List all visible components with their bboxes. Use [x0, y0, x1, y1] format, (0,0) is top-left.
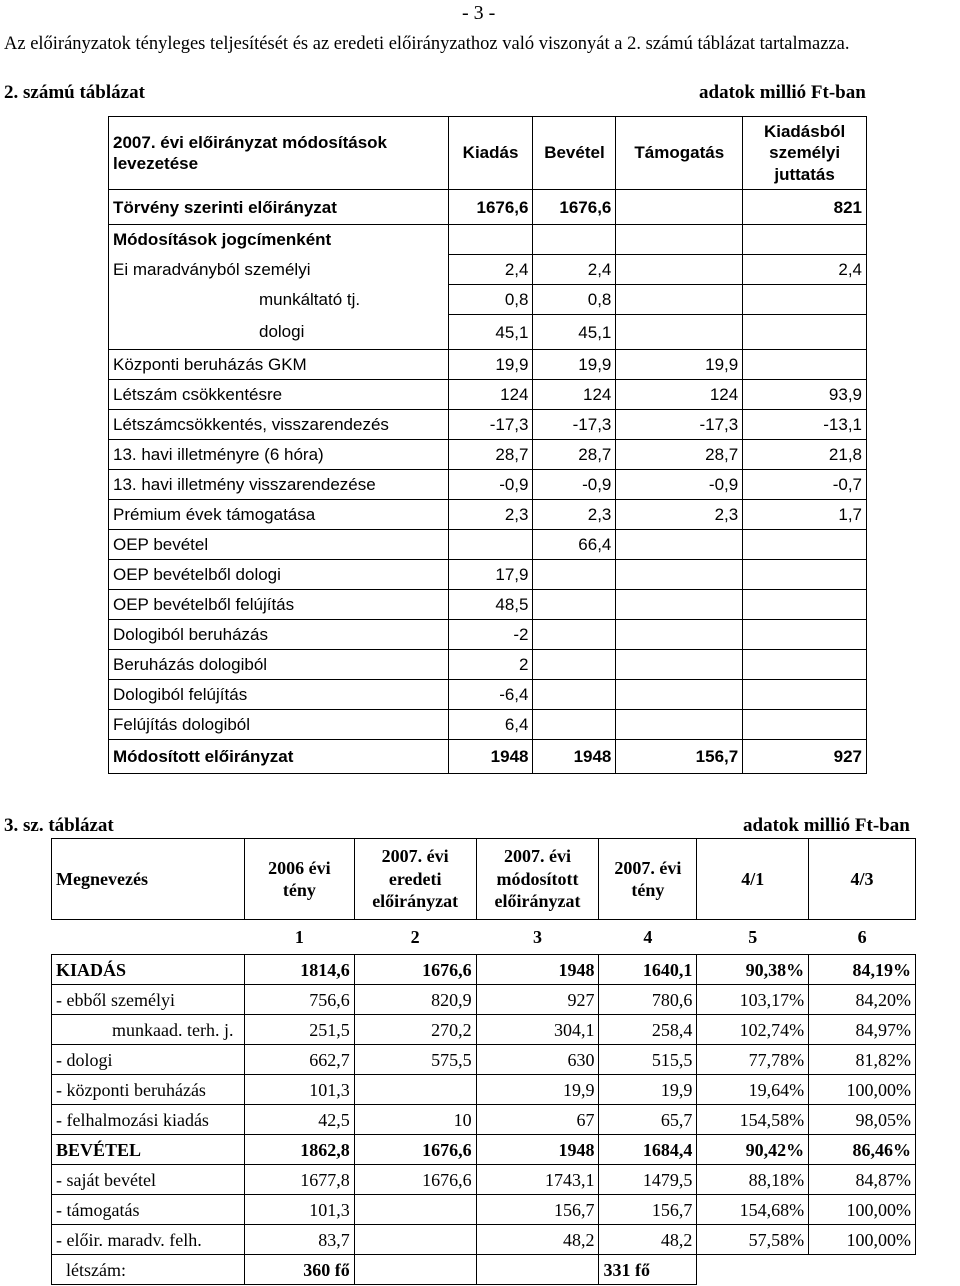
table3-letszam-2007: 331 fő: [599, 1255, 697, 1285]
table2-cell-kiadas: 2,3: [448, 500, 533, 530]
table3-cell: 156,7: [599, 1195, 697, 1225]
table3-cell: 100,00%: [809, 1195, 916, 1225]
table3: [51, 838, 916, 1285]
table3-cell: 1948: [476, 1135, 599, 1165]
table2-cell-szemelyi: -13,1: [743, 410, 867, 440]
table3-header-eredeti-line3: előirányzat: [372, 891, 459, 912]
table3-row-label: KIADÁS: [52, 955, 245, 985]
table2-cell-szemelyi: 1,7: [743, 500, 867, 530]
table3-cell: 19,64%: [697, 1075, 809, 1105]
table3-header-2007teny-line1: 2007. évi: [614, 857, 682, 878]
table3-cell: 270,2: [354, 1015, 476, 1045]
table2-cell-tamogatas: [616, 650, 743, 680]
table3-cell: 515,5: [599, 1045, 697, 1075]
table2-cell-bevetel: -17,3: [533, 410, 616, 440]
table3-header-2006-line1: 2006 évi: [268, 857, 331, 878]
table2-title: 2. számú táblázat: [4, 82, 145, 103]
table2-cell-szemelyi: [743, 530, 867, 560]
table3-letszam-empty: [354, 1255, 476, 1285]
table2-cell-kiadas: -0,9: [448, 470, 533, 500]
table2-cell-kiadas: -2: [448, 620, 533, 650]
table2-cell-szemelyi: 93,9: [743, 380, 867, 410]
table2-cell-szemelyi: [743, 620, 867, 650]
table3-cell: 48,2: [476, 1225, 599, 1255]
table3-row: [52, 1165, 916, 1195]
table2-cell-kiadas: [448, 225, 533, 255]
table3-column-number: 3: [476, 920, 599, 955]
table2-cell-kiadas: [448, 530, 533, 560]
table2-row: [109, 740, 867, 774]
table2-header-szemelyi-line1: Kiadásból: [763, 122, 846, 142]
table2-header-levezetes-line2: levezetése: [113, 154, 199, 173]
table3-cell: 65,7: [599, 1105, 697, 1135]
table2-row-label: munkáltató tj.: [109, 285, 449, 315]
table2-header-row: [109, 117, 867, 190]
table2-cell-bevetel: 1948: [533, 740, 616, 774]
table3-cell: 98,05%: [809, 1105, 916, 1135]
table3-row: [52, 955, 916, 985]
table3-cell: 100,00%: [809, 1075, 916, 1105]
table2-cell-kiadas: 1948: [448, 740, 533, 774]
table2-header-levezetes: [109, 117, 449, 190]
table2-row-label: Felújítás dologiból: [109, 710, 449, 740]
table3-row: [52, 1195, 916, 1225]
table3-cell: 19,9: [476, 1075, 599, 1105]
table2-cell-szemelyi: [743, 315, 867, 350]
table3-cell: [354, 1195, 476, 1225]
table3-cell: 10: [354, 1105, 476, 1135]
table3-cell: 1676,6: [354, 1165, 476, 1195]
table3-row: [52, 1045, 916, 1075]
table3-letszam-row: [52, 1255, 916, 1285]
table2-cell-bevetel: -0,9: [533, 470, 616, 500]
table3-cell: 1676,6: [354, 1135, 476, 1165]
table3-cell: 1676,6: [354, 955, 476, 985]
table2-row-label: Módosított előirányzat: [109, 740, 449, 774]
table2-header-tamogatas: Támogatás: [616, 117, 743, 190]
table2-row-label: dologi: [109, 315, 449, 350]
table2-cell-szemelyi: [743, 680, 867, 710]
table2-cell-szemelyi: [743, 650, 867, 680]
table3-cell: 156,7: [476, 1195, 599, 1225]
table2-cell-bevetel: [533, 680, 616, 710]
table3-header-modositott-line1: 2007. évi: [504, 846, 572, 867]
table3-cell: 42,5: [244, 1105, 354, 1135]
table2-unit: adatok millió Ft-ban: [699, 82, 866, 103]
table3-cell: 77,78%: [697, 1045, 809, 1075]
table3-cell: 19,9: [599, 1075, 697, 1105]
table3-cell: 780,6: [599, 985, 697, 1015]
table2-header-szemelyi-line2: személyi: [769, 143, 841, 163]
table2-row: [109, 680, 867, 710]
table2-cell-kiadas: 28,7: [448, 440, 533, 470]
table3-cell: 756,6: [244, 985, 354, 1015]
table2-row-label: 13. havi illetményre (6 hóra): [109, 440, 449, 470]
table2-cell-szemelyi: 821: [743, 190, 867, 225]
table3-body: [52, 920, 916, 1285]
table2-cell-bevetel: 45,1: [533, 315, 616, 350]
table3-row: [52, 1015, 916, 1045]
table2-cell-tamogatas: [616, 315, 743, 350]
table2-row-label: Ei maradványból személyi: [109, 255, 449, 285]
page-number: - 3 -: [462, 2, 496, 24]
table2-cell-bevetel: 66,4: [533, 530, 616, 560]
table2-row-label: Központi beruházás GKM: [109, 350, 449, 380]
table2-cell-tamogatas: [616, 190, 743, 225]
table3-column-number: 4: [599, 920, 697, 955]
table2-row: [109, 530, 867, 560]
table2-cell-bevetel: 1676,6: [533, 190, 616, 225]
table3-cell: 84,20%: [809, 985, 916, 1015]
table3-header-eredeti-line1: 2007. évi: [381, 846, 449, 867]
table2-cell-kiadas: -17,3: [448, 410, 533, 440]
table2-row-label: Prémium évek támogatása: [109, 500, 449, 530]
table2-header-kiadas: Kiadás: [448, 117, 533, 190]
table3-cell: 101,3: [244, 1195, 354, 1225]
table2-row: [109, 650, 867, 680]
table3-cell: [354, 1225, 476, 1255]
table2-cell-kiadas: 124: [448, 380, 533, 410]
table2-cell-tamogatas: [616, 285, 743, 315]
table3-row-label: - ebből személyi: [52, 985, 245, 1015]
table3-row: [52, 1135, 916, 1165]
table2-cell-kiadas: 45,1: [448, 315, 533, 350]
table2-row-label: Törvény szerinti előirányzat: [109, 190, 449, 225]
intro-text: Az előirányzatok tényleges teljesítését és az eredeti előirányzathoz való viszonyát a 2. számú táblázat tartalmazza.: [4, 34, 850, 54]
table3-letszam-blank: [697, 1255, 809, 1285]
table2-cell-szemelyi: [743, 225, 867, 255]
table3-header-2007teny-line2: tény: [631, 880, 665, 900]
table2-row-label: Dologiból beruházás: [109, 620, 449, 650]
table2-cell-tamogatas: [616, 710, 743, 740]
table2-cell-kiadas: 2,4: [448, 255, 533, 285]
table3-header-ratio-4-1: 4/1: [697, 839, 809, 920]
table3-cell: 81,82%: [809, 1045, 916, 1075]
table2-cell-tamogatas: 2,3: [616, 500, 743, 530]
table2-row: [109, 225, 867, 255]
table3-column-numbers: [52, 920, 916, 955]
table2-row: [109, 560, 867, 590]
table2-row-label: Létszámcsökkentés, visszarendezés: [109, 410, 449, 440]
table3-title: 3. sz. táblázat: [4, 815, 114, 836]
table3-header-row: [52, 839, 916, 920]
table3-cell: 304,1: [476, 1015, 599, 1045]
table2-header-levezetes-line1: 2007. évi előirányzat módosítások: [113, 132, 388, 152]
table3-row: [52, 1225, 916, 1255]
table3-header-megnevezes: Megnevezés: [52, 839, 245, 920]
table2-cell-bevetel: 0,8: [533, 285, 616, 315]
table3-column-number: 5: [697, 920, 809, 955]
table3-row: [52, 1075, 916, 1105]
table2-cell-tamogatas: -17,3: [616, 410, 743, 440]
table3-cell: 83,7: [244, 1225, 354, 1255]
table3-header-modositott-line3: előirányzat: [494, 891, 581, 912]
table2-row-label: Létszám csökkentésre: [109, 380, 449, 410]
table2-row-label: OEP bevételből dologi: [109, 560, 449, 590]
table3-column-number: 6: [809, 920, 916, 955]
table3-row-label: - központi beruházás: [52, 1075, 245, 1105]
table3-cell: 57,58%: [697, 1225, 809, 1255]
table3-cell: 102,74%: [697, 1015, 809, 1045]
table2-cell-bevetel: [533, 650, 616, 680]
table2-cell-kiadas: 6,4: [448, 710, 533, 740]
table3-cell: 90,42%: [697, 1135, 809, 1165]
table2-row: [109, 410, 867, 440]
table3-cell: 100,00%: [809, 1225, 916, 1255]
table2-row: [109, 350, 867, 380]
table3-cell: 86,46%: [809, 1135, 916, 1165]
table2-row: [109, 590, 867, 620]
table2-cell-tamogatas: 28,7: [616, 440, 743, 470]
table3-header-modositott-line2: módosított: [496, 868, 579, 889]
table3-column-number: 1: [244, 920, 354, 955]
table2-cell-tamogatas: [616, 560, 743, 590]
table2-cell-tamogatas: [616, 530, 743, 560]
table2-cell-kiadas: 1676,6: [448, 190, 533, 225]
table3-header-2007-teny: [599, 839, 697, 920]
table3-cell: 154,58%: [697, 1105, 809, 1135]
table2-body: [109, 190, 867, 774]
table2-row: [109, 190, 867, 225]
table2-row-label: Dologiból felújítás: [109, 680, 449, 710]
table3-header-2006-teny: [244, 839, 354, 920]
table2-header-szemelyi-line3: juttatás: [774, 164, 835, 184]
table3-row-label: - előir. maradv. felh.: [52, 1225, 245, 1255]
table2-cell-szemelyi: 2,4: [743, 255, 867, 285]
table2-row-label: 13. havi illetmény visszarendezése: [109, 470, 449, 500]
table3-cell: 258,4: [599, 1015, 697, 1045]
table2-cell-tamogatas: [616, 590, 743, 620]
table3-cell: 1743,1: [476, 1165, 599, 1195]
table2-cell-bevetel: 2,3: [533, 500, 616, 530]
table2-row-label: OEP bevétel: [109, 530, 449, 560]
table2-row: [109, 710, 867, 740]
table2-cell-szemelyi: -0,7: [743, 470, 867, 500]
table3-row-label: - dologi: [52, 1045, 245, 1075]
table2-row-label: OEP bevételből felújítás: [109, 590, 449, 620]
table3-header-ratio-4-3: 4/3: [809, 839, 916, 920]
table3-cell: 1862,8: [244, 1135, 354, 1165]
table2-cell-bevetel: [533, 620, 616, 650]
table3-cell: 67: [476, 1105, 599, 1135]
table2-cell-kiadas: 19,9: [448, 350, 533, 380]
table3-header-eredeti-line2: eredeti: [388, 868, 442, 889]
table2-row: [109, 620, 867, 650]
table2-cell-bevetel: [533, 590, 616, 620]
table2-cell-kiadas: 48,5: [448, 590, 533, 620]
table3-cell: 88,18%: [697, 1165, 809, 1195]
table3-cell: 154,68%: [697, 1195, 809, 1225]
table2-row: [109, 255, 867, 285]
table3-row-label: munkaad. terh. j.: [52, 1015, 245, 1045]
table3-cell: 90,38%: [697, 955, 809, 985]
table3-column-numbers-blank: [52, 920, 245, 955]
table3-cell: 927: [476, 985, 599, 1015]
table2-cell-szemelyi: [743, 350, 867, 380]
table3-cell: 1479,5: [599, 1165, 697, 1195]
table3-cell: 103,17%: [697, 985, 809, 1015]
table2-cell-szemelyi: [743, 285, 867, 315]
table2-row-label: Beruházás dologiból: [109, 650, 449, 680]
table2-row: [109, 285, 867, 315]
table2: [108, 116, 867, 774]
table3-row-label: - felhalmozási kiadás: [52, 1105, 245, 1135]
table2-cell-bevetel: 28,7: [533, 440, 616, 470]
table2-cell-tamogatas: 124: [616, 380, 743, 410]
table3-cell: 84,87%: [809, 1165, 916, 1195]
table2-row-label: Módosítások jogcímenként: [109, 225, 449, 255]
table3-cell: 1684,4: [599, 1135, 697, 1165]
table3-letszam-2006: 360 fő: [244, 1255, 354, 1285]
table2-cell-kiadas: -6,4: [448, 680, 533, 710]
table3-unit: adatok millió Ft-ban: [743, 815, 910, 836]
table3-header-2007-modositott: [476, 839, 599, 920]
table2-cell-bevetel: [533, 225, 616, 255]
table3-cell: [354, 1075, 476, 1105]
table3-column-number: 2: [354, 920, 476, 955]
table3-cell: 84,97%: [809, 1015, 916, 1045]
table3-cell: 101,3: [244, 1075, 354, 1105]
table3-header-2007-eredeti: [354, 839, 476, 920]
table3-row-label: - támogatás: [52, 1195, 245, 1225]
table2-cell-tamogatas: 19,9: [616, 350, 743, 380]
table3-row: [52, 985, 916, 1015]
table2-cell-szemelyi: 927: [743, 740, 867, 774]
table2-header-szemelyi: [743, 117, 867, 190]
table3-cell: 1948: [476, 955, 599, 985]
table3-cell: 575,5: [354, 1045, 476, 1075]
table3-cell: 820,9: [354, 985, 476, 1015]
table2-cell-szemelyi: 21,8: [743, 440, 867, 470]
table3-cell: 1640,1: [599, 955, 697, 985]
table2-cell-bevetel: 124: [533, 380, 616, 410]
table2-cell-tamogatas: [616, 255, 743, 285]
table2-row: [109, 470, 867, 500]
table3-row: [52, 1105, 916, 1135]
table3-letszam-blank: [809, 1255, 916, 1285]
table3-cell: 1814,6: [244, 955, 354, 985]
table3-header-2006-line2: tény: [282, 880, 316, 900]
table3-cell: 84,19%: [809, 955, 916, 985]
table2-cell-szemelyi: [743, 590, 867, 620]
table2-cell-kiadas: 2: [448, 650, 533, 680]
table2-cell-szemelyi: [743, 560, 867, 590]
table2-cell-bevetel: 19,9: [533, 350, 616, 380]
table3-row-label: BEVÉTEL: [52, 1135, 245, 1165]
table2-cell-tamogatas: 156,7: [616, 740, 743, 774]
table2-cell-tamogatas: [616, 225, 743, 255]
table2-row: [109, 440, 867, 470]
table2-cell-szemelyi: [743, 710, 867, 740]
table2-cell-bevetel: [533, 710, 616, 740]
table3-letszam-label: létszám:: [52, 1255, 245, 1285]
table2-row: [109, 500, 867, 530]
table2-cell-tamogatas: [616, 620, 743, 650]
table3-row-label: - saját bevétel: [52, 1165, 245, 1195]
table2-row: [109, 380, 867, 410]
table2-cell-bevetel: 2,4: [533, 255, 616, 285]
table2-cell-kiadas: 0,8: [448, 285, 533, 315]
table3-letszam-empty: [476, 1255, 599, 1285]
table3-cell: 48,2: [599, 1225, 697, 1255]
table2-cell-tamogatas: [616, 680, 743, 710]
table2-cell-kiadas: 17,9: [448, 560, 533, 590]
table2-row: [109, 315, 867, 350]
table3-cell: 1677,8: [244, 1165, 354, 1195]
table3-cell: 662,7: [244, 1045, 354, 1075]
table3-cell: 251,5: [244, 1015, 354, 1045]
table2-cell-tamogatas: -0,9: [616, 470, 743, 500]
table3-cell: 630: [476, 1045, 599, 1075]
table2-cell-bevetel: [533, 560, 616, 590]
table2-header-bevetel: Bevétel: [533, 117, 616, 190]
